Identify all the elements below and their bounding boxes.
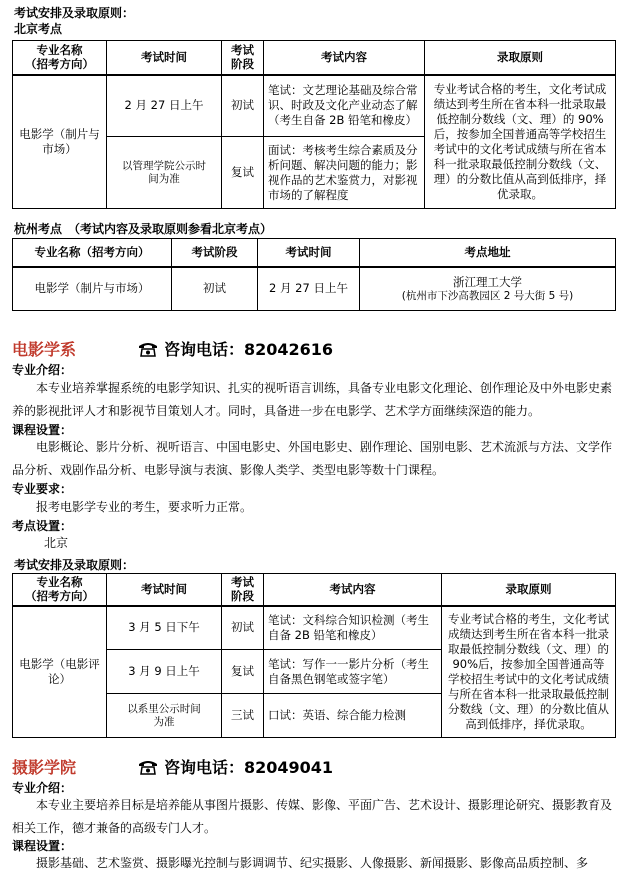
major-cell: 电影学（制片与市场） bbox=[13, 267, 172, 311]
content-cell: 笔试：写作一一影片分析（考生自备黑色钢笔或签字笔） bbox=[264, 650, 442, 694]
beijing-exam-table bbox=[12, 40, 616, 209]
principle-cell: 专业考试合格的考生，文化考试成绩达到考生所在省本科一批录取最低控制分数线（文、理）的 90%后，按参加全国普通高等学校招生考试中的文化考试成绩与所在省本科一批录取最低控制分数线（文、理）的分数比值从高到低排序，择优录取。 bbox=[442, 606, 616, 738]
content-cell: 口试：英语、综合能力检测 bbox=[264, 694, 442, 738]
exam-arrangement-heading: 考试安排及录取原则： bbox=[14, 6, 135, 20]
header-major: 专业名称（招考方向） bbox=[13, 239, 172, 267]
header-stage: 考试阶段 bbox=[172, 239, 258, 267]
header-time: 考试时间 bbox=[258, 239, 360, 267]
header-time: 考试时间 bbox=[107, 41, 222, 75]
requirement-label: 专业要求： bbox=[12, 482, 73, 496]
content-cell: 笔试：文艺理论基础及综合常识、时政及文化产业动态了解（考生自备 2B 铅笔和橡皮） bbox=[264, 75, 425, 137]
stage-cell: 初试 bbox=[172, 267, 258, 311]
requirement-text: 报考电影学专业的考生，要求听力正常。 bbox=[36, 500, 253, 514]
principle-cell: 专业考试合格的考生，文化考试成绩达到考生所在省本科一批录取最低控制分数线（文、理）的 90%后，按参加全国普通高等学校招生考试中的文化考试成绩与所在省本科一批录取最低控制分数线（文、理）的分数比值从高到低排序，择优录取。 bbox=[425, 75, 616, 209]
hangzhou-exam-table bbox=[12, 238, 616, 311]
time-cell: 以管理学院公示时间为准 bbox=[107, 137, 222, 209]
header-time: 考试时间 bbox=[107, 574, 222, 606]
header-address: 考点地址 bbox=[360, 239, 616, 267]
header-stage: 考试 阶段 bbox=[222, 574, 264, 606]
intro-label: 专业介绍： bbox=[12, 363, 73, 377]
exam-arrangement-heading: 考试安排及录取原则： bbox=[14, 558, 135, 572]
telephone-icon bbox=[138, 759, 158, 775]
stage-cell: 初试 bbox=[222, 75, 264, 137]
stage-cell: 初试 bbox=[222, 606, 264, 650]
intro-label: 专业介绍： bbox=[12, 781, 73, 795]
major-cell: 电影学（电影评论） bbox=[13, 606, 107, 738]
time-cell: 2 月 27 日上午 bbox=[258, 267, 360, 311]
header-principle: 录取原则 bbox=[425, 41, 616, 75]
film-dept-phone bbox=[138, 340, 333, 360]
address-name: 浙江理工大学 bbox=[453, 274, 522, 289]
courses-label: 课程设置： bbox=[12, 423, 73, 437]
time-cell: 3 月 5 日下午 bbox=[107, 606, 222, 650]
time-cell: 3 月 9 日上午 bbox=[107, 650, 222, 694]
content-cell: 笔试：文科综合知识检测（考生自备 2B 铅笔和橡皮） bbox=[264, 606, 442, 650]
photo-dept-phone bbox=[138, 758, 333, 778]
courses-label: 课程设置： bbox=[12, 839, 73, 853]
courses-text: 电影概论、影片分析、视听语言、中国电影史、外国电影史、剧作理论、国别电影、艺术流派与方法、文学作品分析、戏剧作品分析、电影导演与表演、影像人类学、类型电影等数十门课程。 bbox=[12, 440, 613, 477]
major-cell: 电影学（制片与市场） bbox=[13, 75, 107, 209]
site-label: 考点设置： bbox=[12, 519, 73, 533]
header-major: 专业名称 （招考方向） bbox=[13, 574, 107, 606]
header-major: 专业名称 （招考方向） bbox=[13, 41, 107, 75]
intro-text: 本专业培养掌握系统的电影学知识、扎实的视听语言训练，具备专业电影文化理论、创作理论及中外电影史素养的影视批评人才和影视节目策划人才。同时，具备进一步在电影学、艺术学方面继续深造的能力。 bbox=[12, 381, 613, 418]
time-cell: 2 月 27 日上午 bbox=[107, 75, 222, 137]
stage-cell: 三试 bbox=[222, 694, 264, 738]
phone-number: 咨询电话：82042616 bbox=[164, 340, 334, 359]
beijing-site-heading: 北京考点 bbox=[14, 22, 63, 36]
phone-number: 咨询电话：82049041 bbox=[164, 758, 334, 777]
header-content: 考试内容 bbox=[264, 41, 425, 75]
address-cell bbox=[360, 267, 616, 311]
stage-cell: 复试 bbox=[222, 650, 264, 694]
film-criticism-exam-table bbox=[12, 573, 616, 738]
film-dept-title: 电影学系 bbox=[12, 340, 77, 359]
header-stage: 考试 阶段 bbox=[222, 41, 264, 75]
telephone-icon bbox=[138, 341, 158, 357]
time-cell: 以系里公示时间为准 bbox=[107, 694, 222, 738]
hangzhou-site-heading: 杭州考点 （考试内容及录取原则参看北京考点） bbox=[14, 222, 273, 236]
courses-text: 摄影基础、艺术鉴赏、摄影曝光控制与影调调节、纪实摄影、人像摄影、新闻摄影、影像高品质控制、多 bbox=[36, 856, 589, 870]
intro-text: 本专业主要培养目标是培养能从事图片摄影、传媒、影像、平面广告、艺术设计、摄影理论研究、摄影教育及相关工作，德才兼备的高级专门人才。 bbox=[12, 798, 613, 835]
stage-cell: 复试 bbox=[222, 137, 264, 209]
content-cell: 面试：考核考生综合素质及分析问题、解决问题的能力；影视作品的艺术鉴赏力，对影视市场的了解程度 bbox=[264, 137, 425, 209]
site-text: 北京 bbox=[44, 536, 69, 550]
photo-dept-title: 摄影学院 bbox=[12, 758, 77, 777]
header-content: 考试内容 bbox=[264, 574, 442, 606]
header-principle: 录取原则 bbox=[442, 574, 616, 606]
address-detail: (杭州市下沙高教园区 2 号大街 5 号) bbox=[401, 289, 574, 302]
